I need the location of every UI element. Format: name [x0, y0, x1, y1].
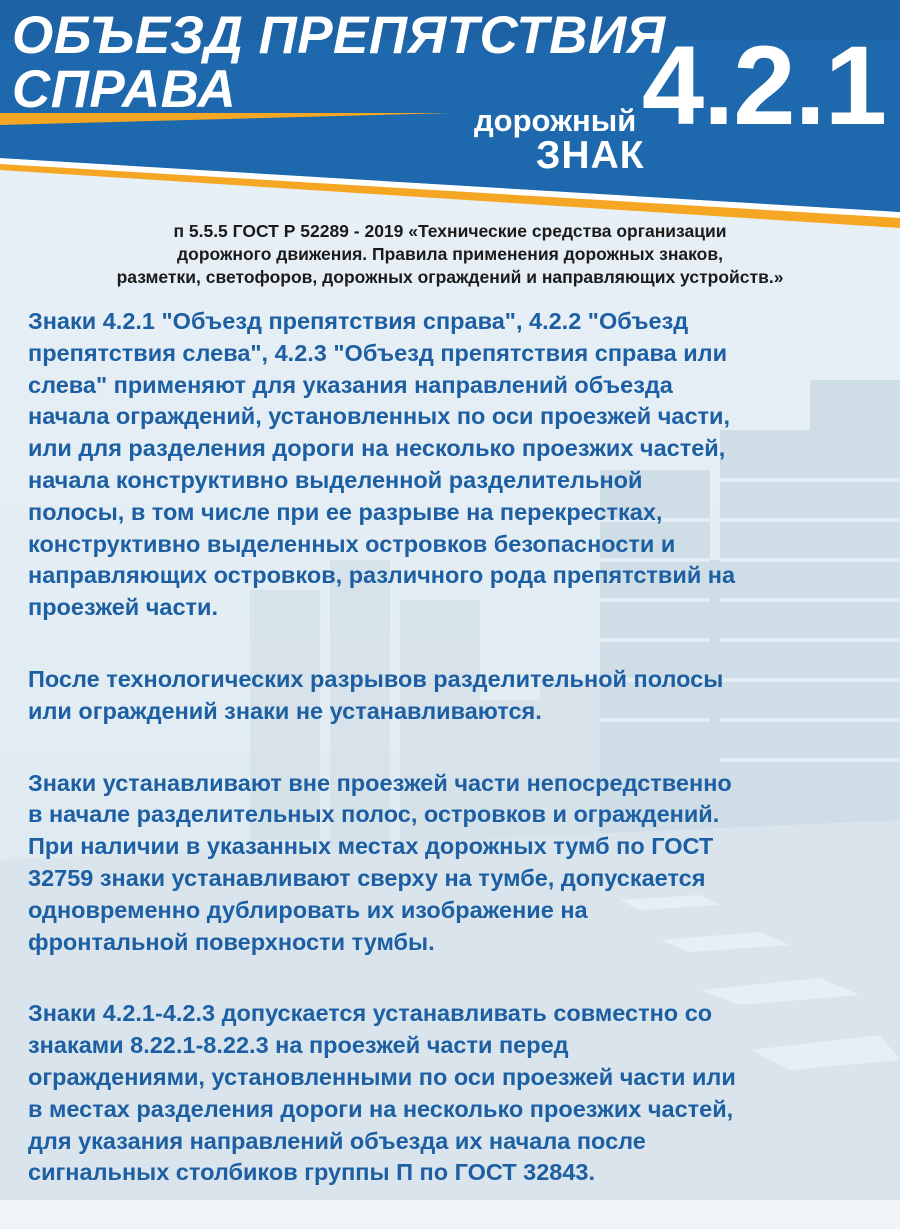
text-line: полосы, в том числе при ее разрыве на перекрестках,: [28, 498, 663, 525]
citation-line: дорожного движения. Правила применения дорожных знаков,: [177, 244, 723, 264]
text-line: в местах разделения дороги на несколько проезжих частей,: [28, 1095, 734, 1122]
title-line-1: ОБЪЕЗД ПРЕПЯТСТВИЯ: [12, 6, 666, 65]
text-line: фронтальной поверхности тумбы.: [28, 928, 435, 955]
text-line: ограждениями, установленными по оси проезжей части или: [28, 1063, 736, 1090]
text-line: начала конструктивно выделенной разделительной: [28, 466, 643, 493]
text-line: проезжей части.: [28, 594, 219, 621]
citation-line: п 5.5.5 ГОСТ Р 52289 - 2019 «Технические средства организации: [173, 221, 727, 241]
header-banner: [0, 0, 900, 230]
text-line: Знаки 4.2.1-4.2.3 допускается устанавливать совместно со: [28, 1000, 713, 1027]
text-line: При наличии в указанных местах дорожных тумб по ГОСТ: [28, 833, 714, 860]
text-line: сигнальных столбиков группы П по ГОСТ 32843.: [28, 1159, 596, 1186]
paragraph-4: [28, 998, 888, 1189]
text-line: После технологических разрывов разделительной полосы: [28, 665, 724, 692]
text-line: или ограждений знаки не устанавливаются.: [28, 697, 542, 724]
title-line-2: СПРАВА: [12, 60, 237, 119]
text-line: знаками 8.22.1-8.22.3 на проезжей части перед: [28, 1032, 569, 1059]
standard-citation: [20, 220, 880, 289]
text-line: в начале разделительных полос, островков и ограждений.: [28, 801, 720, 828]
text-line: препятствия слева", 4.2.3 "Объезд препятствия справа или: [28, 339, 728, 366]
sign-caption-sign: ЗНАК: [536, 134, 645, 177]
text-line: одновременно дублировать их изображение на: [28, 896, 588, 923]
text-line: начала ограждений, установленных по оси проезжей части,: [28, 403, 731, 430]
text-line: для указания направлений объезда их начала после: [28, 1127, 646, 1154]
paragraph-1: [28, 306, 888, 624]
sign-caption-road: дорожный: [474, 103, 637, 138]
paragraph-2: [28, 664, 888, 728]
text-line: или для разделения дороги на несколько проезжих частей,: [28, 435, 726, 462]
body-text: [28, 306, 888, 1229]
paragraph-3: [28, 768, 888, 959]
citation-line: разметки, светофоров, дорожных ограждений и направляющих устройств.»: [116, 267, 784, 287]
text-line: 32759 знаки устанавливают сверху на тумбе, допускается: [28, 864, 706, 891]
text-line: Знаки 4.2.1 "Объезд препятствия справа", 4.2.2 "Объезд: [28, 308, 689, 334]
text-line: конструктивно выделенных островков безопасности и: [28, 530, 676, 557]
sign-number: 4.2.1: [641, 23, 886, 148]
text-line: слева" применяют для указания направлений объезда: [28, 371, 673, 398]
text-line: направляющих островков, различного рода препятствий на: [28, 562, 736, 589]
text-line: Знаки устанавливают вне проезжей части непосредственно: [28, 769, 732, 796]
